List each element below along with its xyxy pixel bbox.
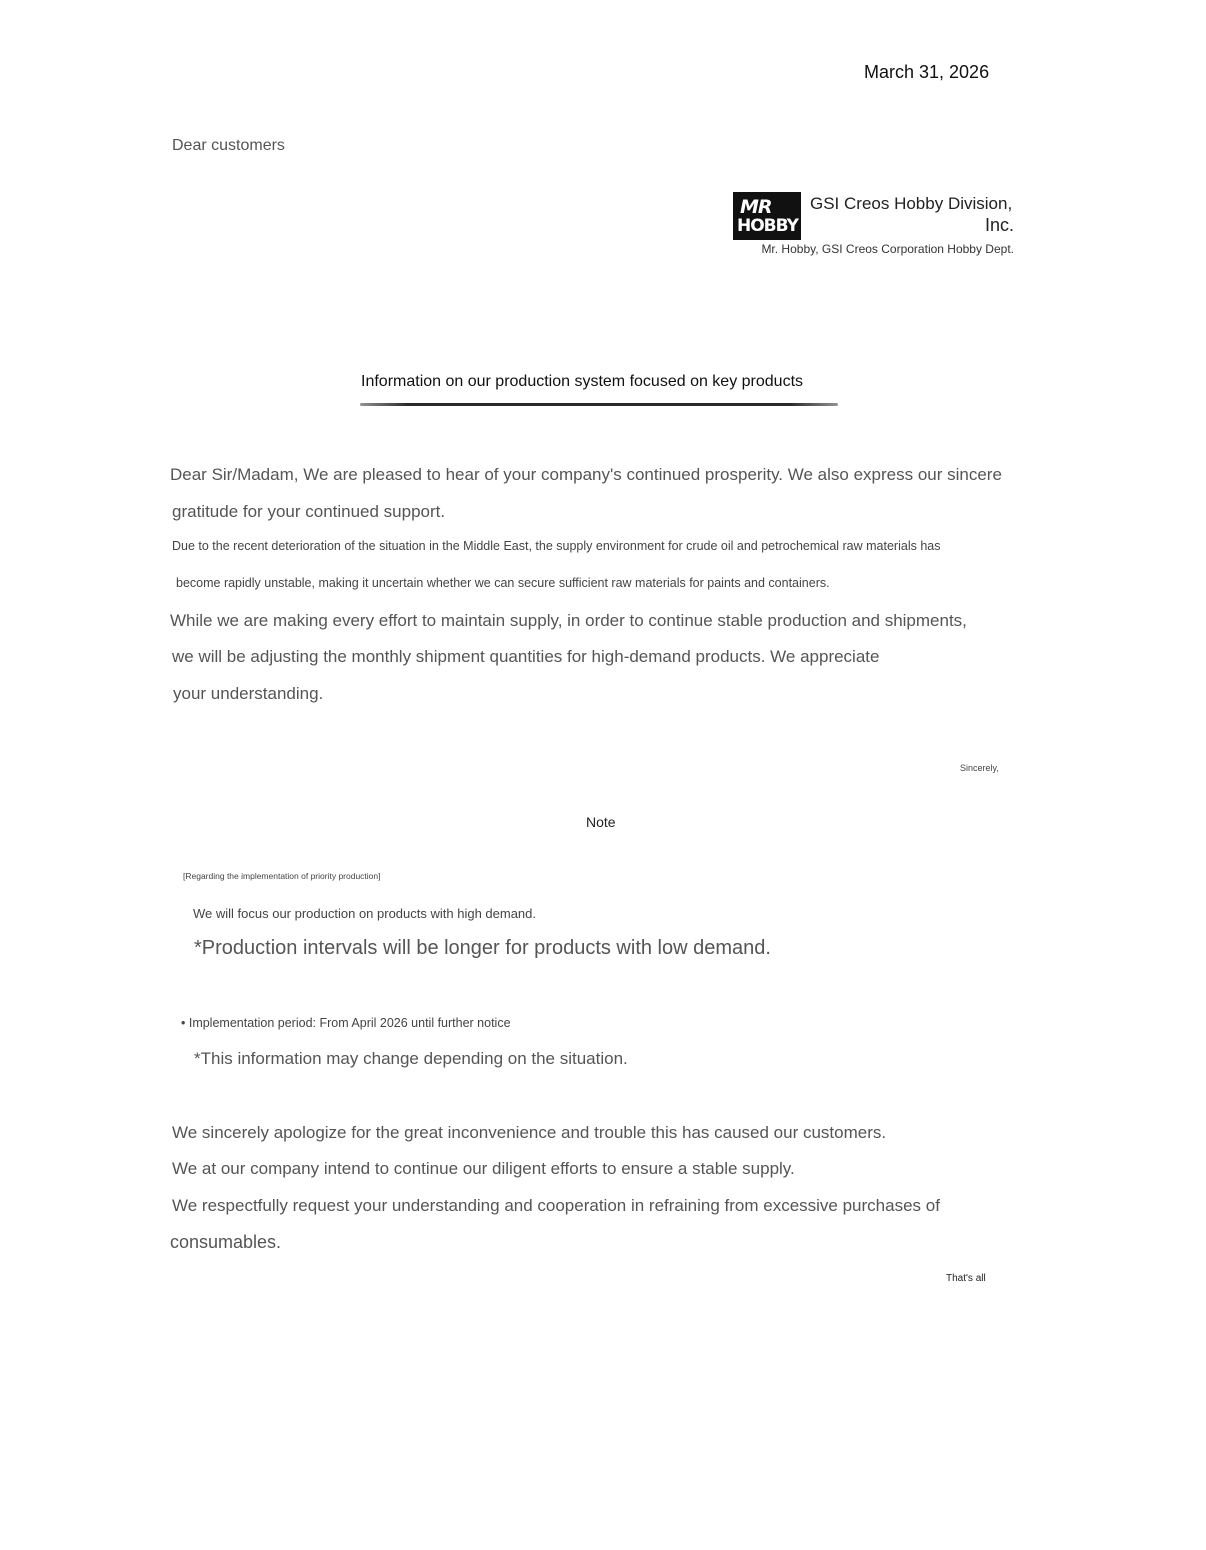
salutation: Dear customers: [172, 137, 285, 154]
body-line: become rapidly unstable, making it uncertain whether we can secure sufficient raw materials for paints and containers.: [176, 576, 830, 590]
title-underline: [360, 403, 838, 406]
body-line: While we are making every effort to maintain supply, in order to continue stable production and shipments,: [170, 611, 967, 630]
note-may-change: *This information may change depending on the situation.: [194, 1049, 628, 1068]
note-intervals: *Production intervals will be longer for products with low demand.: [194, 937, 771, 959]
note-period: • Implementation period: From April 2026 until further notice: [181, 1016, 511, 1030]
body-line: we will be adjusting the monthly shipment quantities for high-demand products. We appreciate: [172, 647, 880, 666]
logo-line-1: MR: [740, 195, 772, 218]
letter-title: Information on our production system focused on key products: [361, 373, 804, 390]
letter-date: March 31, 2026: [864, 62, 990, 82]
logo-line-2: HOBBY: [737, 215, 798, 236]
sincerely-text: Sincerely,: [960, 763, 999, 773]
mr-hobby-logo: [733, 192, 801, 240]
note-regarding: [Regarding the implementation of priority production]: [183, 871, 381, 881]
body-line: Due to the recent deterioration of the situation in the Middle East, the supply environment for crude oil and petrochemical raw materials has: [172, 539, 941, 553]
closing-line: We at our company intend to continue our diligent efforts to ensure a stable supply.: [172, 1159, 795, 1178]
note-focus: We will focus our production on products with high demand.: [193, 906, 537, 921]
company-name-line-1: GSI Creos Hobby Division,: [810, 194, 1013, 213]
company-name-line-2: Inc.: [984, 215, 1014, 235]
thats-all-text: That's all: [946, 1273, 986, 1284]
closing-line: We sincerely apologize for the great inconvenience and trouble this has caused our customers.: [172, 1123, 887, 1142]
body-line: Dear Sir/Madam, We are pleased to hear of your company's continued prosperity. We also express our sincere: [170, 465, 1002, 484]
closing-line: consumables.: [170, 1232, 282, 1252]
note-heading: Note: [586, 814, 616, 830]
body-line: your understanding.: [173, 684, 324, 703]
company-subtitle: Mr. Hobby, GSI Creos Corporation Hobby Dept.: [761, 242, 1014, 256]
closing-line: We respectfully request your understanding and cooperation in refraining from excessive purchases of: [172, 1196, 940, 1215]
body-line: gratitude for your continued support.: [172, 502, 446, 521]
